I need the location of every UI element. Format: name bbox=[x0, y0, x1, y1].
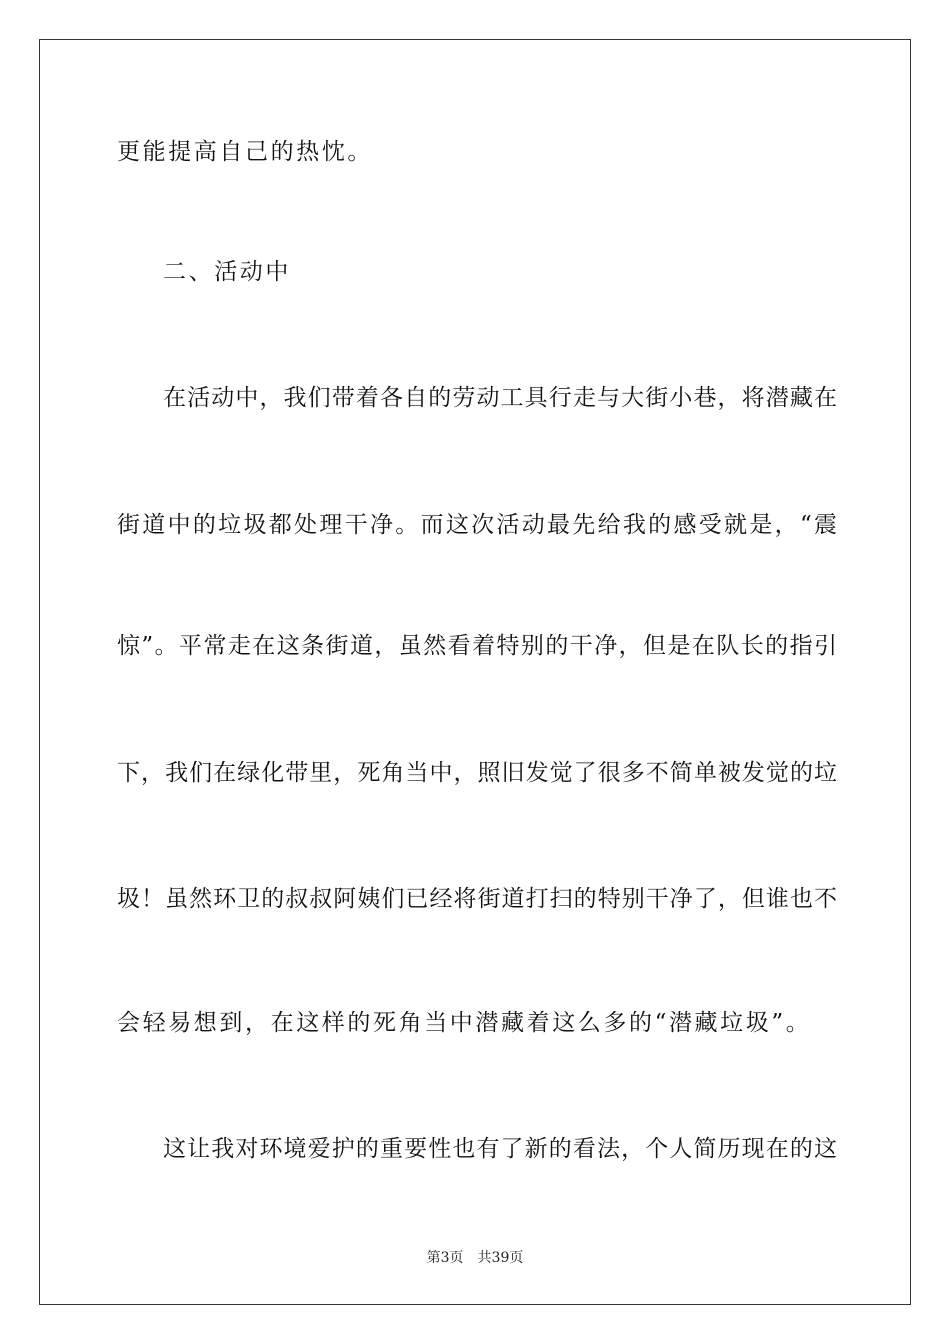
text-line-7: 圾！虽然环卫的叔叔阿姨们已经将街道打扫的特别干净了，但谁也不 bbox=[117, 886, 837, 912]
text-line-6: 下，我们在绿化带里，死角当中，照旧发觉了很多不简单被发觉的垃 bbox=[117, 760, 837, 786]
text-line-8: 会轻易想到，在这样的死角当中潜藏着这么多的“潜藏垃圾”。 bbox=[117, 1010, 812, 1036]
page-border bbox=[39, 39, 911, 1305]
text-line-9: 这让我对环境爱护的重要性也有了新的看法，个人简历现在的这 bbox=[163, 1136, 837, 1162]
page-number-footer: 第3页 共39页 bbox=[426, 1250, 524, 1266]
section-heading: 二、活动中 bbox=[163, 259, 291, 285]
text-line-3: 在活动中，我们带着各自的劳动工具行走与大街小巷，将潜藏在 bbox=[163, 385, 837, 411]
text-line-4: 街道中的垃圾都处理干净。而这次活动最先给我的感受就是，“震 bbox=[117, 512, 837, 538]
text-line-1: 更能提高自己的热忱。 bbox=[117, 139, 373, 165]
text-line-5: 惊”。平常走在这条街道，虽然看着特别的干净，但是在队长的指引 bbox=[117, 633, 837, 659]
